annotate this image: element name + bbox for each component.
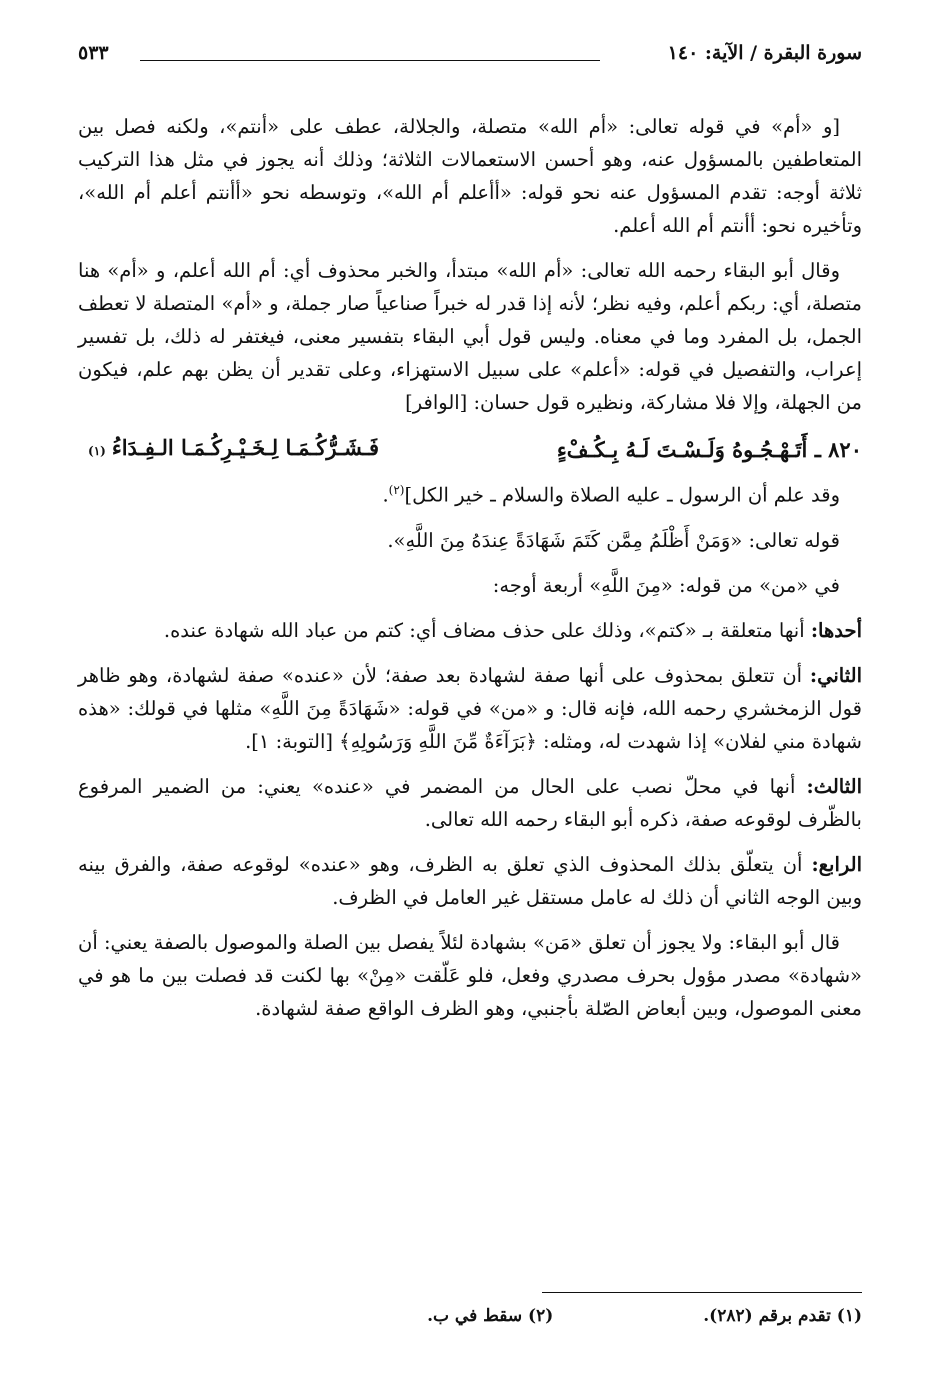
book-page (78, 38, 862, 1358)
poetry-verse (78, 431, 862, 468)
aspect-paragraph (78, 848, 862, 914)
footnote-2: (٢) سقط في ب. (427, 1306, 554, 1326)
header-rule (140, 60, 600, 61)
aspect-text: أن يتعلّق بذلك المحذوف الذي تعلق به الظرف، وهو «عنده» لوقوعه صفة، والفرق بينه وبين الوجه الثاني أن ذلك له عامل مستقل غير العامل في الظرف. (78, 852, 862, 909)
footnotes (78, 1306, 862, 1326)
aspect-paragraph (78, 659, 862, 758)
surah-title: سورة البقرة / الآية: ١٤٠ (667, 42, 862, 64)
main-text (78, 110, 862, 1025)
aspect-text: أنها في محلّ نصب على الحال من المضمر في «عنده» يعني: من الضمير المرفوع بالظّرف لوقوعه صفة، ذكره أبو البقاء رحمه الله تعالى. (78, 774, 862, 831)
page-number: ٥٣٣ (78, 42, 109, 64)
paragraph: [و «أم» في قوله تعالى: «أم الله» متصلة، والجلالة، عطف على «أنتم»، ولكنه فصل بين المتعاطفين بالمسؤول عنه، وهو أحسن الاستعمالات الثلاثة؛ وذلك أنه يجوز في مثل هذا التركيب ثلاثة أوجه: تقدم المسؤول عنه نحو قوله: «أأعلم أم الله»، وتوسطه نحو «أأنتم أعلم أم الله»، وتأخيره نحو: أأنتم أم الله أعلم. (78, 115, 862, 237)
aspect-lead: الثالث: (806, 774, 862, 798)
verse-hemistich-1: أَتَـهْـجُـوهُ وَلَـسْـتَ لَـهُ بِـكُـفْءٍ (556, 437, 808, 462)
closing-paragraph: قال أبو البقاء: ولا يجوز أن تعلق «مَن» بشهادة لئلاً يفصل بين الصلة والموصول بالصفة يعني: أن «شهادة» مصدر مؤول بحرف مصدري وفعل، فلو عَلّقت «مِنْ» بها لكنت قد فصلت بين ما هو في معنى الموصول، وبين أبعاض الصّلة بأجنبي، وهو الظرف الواقع صفة لشهادة. (78, 930, 862, 1020)
aspect-lead: الثاني: (809, 663, 862, 687)
aspect-paragraph (78, 614, 862, 647)
aspect-paragraph (78, 770, 862, 836)
footnote-mark: (٢) (388, 483, 405, 497)
quranic-quote: قوله تعالى: «وَمَنْ أَظْلَمُ مِمَّن كَتَمَ شَهَادَةً عِندَهُ مِنَ اللَّهِ». (387, 528, 840, 552)
verse-number: ٨٢٠ ـ (814, 437, 862, 462)
verse-hemistich-2: فَـشَـرُّكُـمَـا لِـخَـيْـرِكُـمَـا الـفِـدَاءُ (111, 435, 380, 460)
footnote-mark: (١) (88, 444, 106, 458)
footnote-1: (١) تقدم برقم (٢٨٢). (703, 1306, 862, 1326)
verse-second-half (88, 431, 379, 468)
aspect-lead: الرابع: (811, 852, 862, 876)
aspect-text: أنها متعلقة بـ «كتم»، وذلك على حذف مضاف أي: كتم من عباد الله شهادة عنده. (163, 618, 811, 642)
paragraph (78, 474, 862, 512)
paragraph-tail: . (382, 483, 389, 507)
verse-first-half (557, 433, 862, 466)
paragraph: في «من» من قوله: «مِنَ اللَّهِ» أربعة أوجه: (492, 573, 840, 597)
aspect-text: أن تتعلق بمحذوف على أنها صفة لشهادة بعد صفة؛ لأن «عنده» صفة لشهادة، وهو ظاهر قول الزمخشري رحمه الله، فإنه قال: و «من» في قوله: «شَهَادَةً مِنَ اللَّهِ» مثلها في قولك: «هذه شهادة مني لفلان» إذا شهدت له، ومثله: ﴿بَرَآءَةٌ مِّنَ اللَّهِ وَرَسُولِهِ﴾ [التوبة: ١]. (78, 663, 862, 753)
aspect-lead: أحدها: (810, 618, 862, 642)
running-header (78, 38, 862, 68)
paragraph: وقال أبو البقاء رحمه الله تعالى: «أم الله» مبتدأ، والخبر محذوف أي: أم الله أعلم، و «أم» هنا متصلة، أي: ربكم أعلم، وفيه نظر؛ لأنه إذا قدر له خبراً صناعياً صار جملة، و «أم» المتصلة لا تعطف الجمل، بل المفرد وما في معناه. وليس قول أبي البقاء بتفسير معنى، فيغتفر له ذلك، بل تفسير إعراب، والتفصيل في قوله: «أعلم» على سبيل الاستهزاء، وعلى تقدير أن يظن بهم علم، فيكون من الجهلة، وإلا فلا مشاركة، ونظيره قول حسان: [الوافر] (78, 259, 862, 414)
footnote-rule (542, 1292, 862, 1293)
paragraph-text: وقد علم أن الرسول ـ عليه الصلاة والسلام ـ خير الكل] (404, 483, 840, 507)
